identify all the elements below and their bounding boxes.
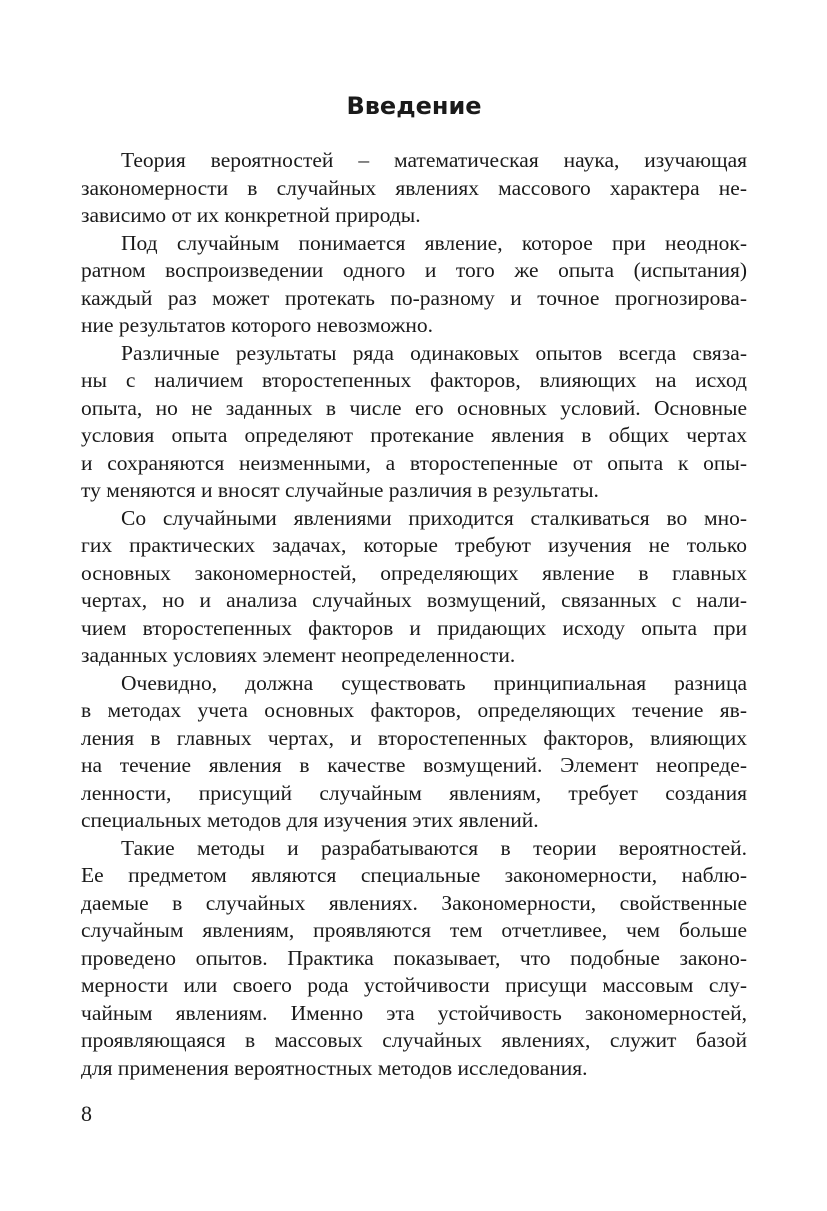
text-line: Под случайным понимается явление, которое при неоднок- bbox=[121, 230, 747, 255]
text-line: чием второстепенных факторов и придающих исходу опыта при bbox=[81, 615, 747, 640]
text-line: Со случайными явлениями приходится сталкиваться во мно- bbox=[121, 505, 747, 530]
text-line: чайным явлениям. Именно эта устойчивость закономерностей, bbox=[81, 1000, 747, 1025]
text-line: Теория вероятностей – математическая наука, изучающая bbox=[121, 148, 747, 172]
paragraph bbox=[81, 147, 747, 230]
text-line: основных закономерностей, определяющих явление в главных bbox=[81, 560, 747, 585]
text-line: опыта, но не заданных в числе его основных условий. Основные bbox=[81, 395, 747, 420]
text-line: в методах учета основных факторов, определяющих течение яв- bbox=[81, 698, 747, 722]
text-line: даемые в случайных явлениях. Закономерности, свойственные bbox=[81, 890, 747, 915]
book-page bbox=[81, 0, 747, 1211]
text-line: ту меняются и вносят случайные различия в результаты. bbox=[81, 478, 599, 502]
text-line: закономерности в случайных явлениях массового характера не- bbox=[81, 175, 747, 200]
text-line: ления в главных чертах, и второстепенных факторов, влияющих bbox=[81, 725, 747, 750]
text-line: специальных методов для изучения этих явлений. bbox=[81, 808, 539, 832]
text-line: ленности, присущий случайным явлениям, требует создания bbox=[81, 780, 747, 805]
text-line: Ее предметом являются специальные закономерности, наблю- bbox=[81, 863, 747, 887]
text-line: проведено опытов. Практика показывает, что подобные законо- bbox=[81, 945, 747, 970]
text-line: Очевидно, должна существовать принципиальная разница bbox=[121, 670, 747, 695]
text-line: чертах, но и анализа случайных возмущений, связанных с нали- bbox=[81, 588, 747, 612]
text-line: ние результатов которого невозможно. bbox=[81, 313, 433, 337]
text-line: проявляющаяся в массовых случайных явлениях, служит базой bbox=[81, 1028, 747, 1052]
chapter-heading: Введение bbox=[346, 92, 482, 120]
text-line: заданных условиях элемент неопределенности. bbox=[81, 643, 516, 667]
paragraph bbox=[81, 670, 747, 835]
text-line: гих практических задачах, которые требуют изучения не только bbox=[81, 533, 747, 557]
text-line: на течение явления в качестве возмущений. Элемент неопреде- bbox=[81, 753, 747, 777]
page-number: 8 bbox=[81, 1101, 92, 1126]
text-line: ны с наличием второстепенных факторов, влияющих на исход bbox=[81, 368, 747, 392]
text-line: и сохраняются неизменными, а второстепенные от опыта к опы- bbox=[81, 450, 747, 475]
text-line: зависимо от их конкретной природы. bbox=[81, 203, 421, 227]
text-line: ратном воспроизведении одного и того же опыта (испытания) bbox=[81, 258, 747, 282]
text-line: Такие методы и разрабатываются в теории вероятностей. bbox=[121, 835, 747, 860]
paragraph bbox=[81, 505, 747, 670]
text-line: Различные результаты ряда одинаковых опытов всегда связа- bbox=[121, 340, 747, 365]
text-line: мерности или своего рода устойчивости присущи массовым слу- bbox=[81, 973, 747, 997]
text-line: для применения вероятностных методов исследования. bbox=[81, 1055, 588, 1080]
body-text bbox=[81, 147, 747, 1082]
paragraph bbox=[81, 230, 747, 340]
paragraph bbox=[81, 835, 747, 1083]
paragraph bbox=[81, 340, 747, 505]
text-line: случайным явлениям, проявляются тем отчетливее, чем больше bbox=[81, 918, 747, 942]
text-line: условия опыта определяют протекание явления в общих чертах bbox=[81, 423, 747, 447]
text-line: каждый раз может протекать по-разному и точное прогнозирова- bbox=[81, 285, 747, 310]
